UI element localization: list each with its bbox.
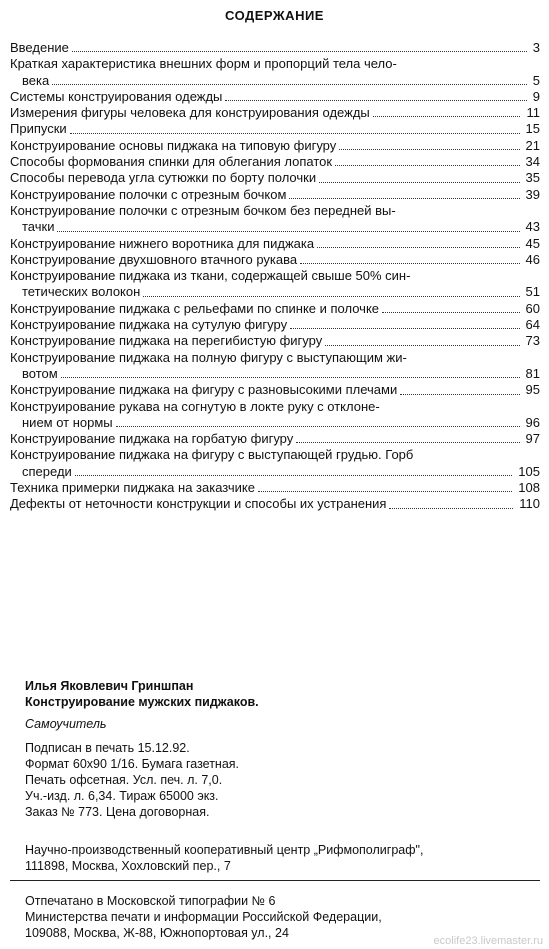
dot-leader <box>52 84 527 85</box>
toc-entry-text: Конструирование основы пиджака на типовую фигуру <box>10 137 337 153</box>
toc-entry-text: Системы конструирования одежды <box>10 88 223 104</box>
book-title: Конструирование мужских пиджаков. <box>25 695 259 709</box>
toc-entry <box>10 170 540 186</box>
toc-entry <box>10 73 540 89</box>
toc-entry <box>10 40 540 56</box>
toc-page-number: 5 <box>532 72 540 88</box>
toc-entry-text: Конструирование пиджака из ткани, содержащей свыше 50% син- <box>10 268 411 284</box>
toc-entry <box>10 317 540 333</box>
dot-leader <box>258 491 512 492</box>
toc-entry-text: Конструирование полочки с отрезным бочком без передней вы- <box>10 202 396 218</box>
toc-entry <box>10 154 540 170</box>
toc-page-number: 96 <box>525 414 540 430</box>
toc-entry <box>10 56 540 72</box>
toc-entry-text: Техника примерки пиджака на заказчике <box>10 480 255 496</box>
toc-entry <box>10 399 540 415</box>
imprint-spec-line: Заказ № 773. Цена договорная. <box>25 805 210 819</box>
dot-leader <box>61 377 520 378</box>
toc-entry <box>10 284 540 300</box>
toc-page-number: 35 <box>525 170 540 186</box>
toc-entry <box>10 203 540 219</box>
toc-entry <box>10 187 540 203</box>
toc-entry <box>10 121 540 137</box>
toc-title: СОДЕРЖАНИЕ <box>225 8 324 23</box>
toc-page-number: 95 <box>525 382 540 398</box>
dot-leader <box>373 116 520 117</box>
author-name: Илья Яковлевич Гриншпан <box>25 679 194 693</box>
toc-entry-text: Введение <box>10 40 69 55</box>
dot-leader <box>225 100 527 101</box>
toc-entry-text: века <box>22 72 50 88</box>
toc-page-number: 60 <box>525 300 540 316</box>
dot-leader <box>70 133 520 134</box>
toc-entry <box>10 480 540 496</box>
toc-page-number: 11 <box>526 105 540 121</box>
toc-entry-text: вотом <box>22 365 58 381</box>
toc-entry-text: Конструирование пиджака на фигуру с выступающей грудью. Горб <box>10 447 414 463</box>
dot-leader <box>296 442 520 443</box>
toc-entry-text: Конструирование пиджака с рельефами по спинке и полочке <box>10 300 380 316</box>
toc-page-number: 39 <box>525 186 540 202</box>
toc-entry <box>10 431 540 447</box>
toc-entry-text: тачки <box>22 219 55 235</box>
toc-entry-text: нием от нормы <box>22 414 113 430</box>
toc-page-number: 43 <box>525 219 540 235</box>
toc-page-number: 34 <box>525 154 540 170</box>
toc-entry <box>10 105 540 121</box>
toc-page-number: 97 <box>525 431 540 447</box>
toc-entry-text: Конструирование пиджака на горбатую фигуру <box>10 431 294 447</box>
toc-entry <box>10 219 540 235</box>
toc-entry <box>10 138 540 154</box>
printer-line: 109088, Москва, Ж-88, Южнопортовая ул., 24 <box>25 926 289 940</box>
toc-entry-text: Конструирование пиджака на сутулую фигуру <box>10 317 288 333</box>
dot-leader <box>75 475 512 476</box>
dot-leader <box>400 394 520 395</box>
toc-entry <box>10 496 540 512</box>
toc-entry <box>10 268 540 284</box>
dot-leader <box>382 312 520 313</box>
toc-page-number: 108 <box>518 480 540 496</box>
toc-page-number: 45 <box>525 235 540 251</box>
toc-entry-text: Конструирование пиджака на фигуру с разновысокими плечами <box>10 382 398 398</box>
toc-page-number: 9 <box>532 88 540 104</box>
toc-entry <box>10 89 540 105</box>
toc-entry-text: Способы формования спинки для облегания лопаток <box>10 154 333 170</box>
toc-entry-text: Способы перевода угла сутюжки по борту полочки <box>10 170 317 186</box>
dot-leader <box>116 426 520 427</box>
dot-leader <box>289 198 520 199</box>
dot-leader <box>57 231 520 232</box>
dot-leader <box>389 508 513 509</box>
toc-entry <box>10 236 540 252</box>
imprint-spec-line: Формат 60х90 1/16. Бумага газетная. <box>25 757 240 771</box>
dot-leader <box>335 165 520 166</box>
toc-entry-text: Конструирование двухшовного втачного рукава <box>10 251 298 267</box>
dot-leader <box>317 247 520 248</box>
publisher-line: 111898, Москва, Хохловский пер., 7 <box>25 859 231 873</box>
toc-entry <box>10 382 540 398</box>
printer-line: Отпечатано в Московской типографии № 6 <box>25 894 276 908</box>
toc-entry <box>10 301 540 317</box>
dot-leader <box>143 296 520 297</box>
toc-entry-text: Конструирование пиджака на полную фигуру с выступающим жи- <box>10 349 407 365</box>
toc-entry-text: Припуски <box>10 121 67 137</box>
toc-page-number: 51 <box>525 284 540 300</box>
toc-page-number: 21 <box>525 137 540 153</box>
toc-page-number: 15 <box>525 121 540 137</box>
toc-entry-text: Краткая характеристика внешних форм и пропорций тела чело- <box>10 56 397 72</box>
toc-entry <box>10 350 540 366</box>
dot-leader <box>325 345 520 346</box>
publisher-line: Научно-производственный кооперативный центр „Рифмополиграф", <box>25 843 424 857</box>
toc-entry-text: Конструирование нижнего воротника для пиджака <box>10 235 315 251</box>
toc-entry-text: тетических волокон <box>22 284 141 300</box>
toc-page-number: 64 <box>525 317 540 333</box>
toc-entry <box>10 333 540 349</box>
toc-entry-text: Измерения фигуры человека для конструирования одежды <box>10 105 370 121</box>
toc-entry-text: спереди <box>22 463 72 479</box>
toc-entry <box>10 447 540 463</box>
dot-leader <box>339 149 520 150</box>
toc-entry <box>10 415 540 431</box>
imprint-spec-line: Уч.-изд. л. 6,34. Тираж 65000 экз. <box>25 789 219 803</box>
toc-entry <box>10 252 540 268</box>
dot-leader <box>72 51 527 52</box>
divider <box>10 880 540 881</box>
imprint-spec-line: Печать офсетная. Усл. печ. л. 7,0. <box>25 773 223 787</box>
dot-leader <box>319 182 520 183</box>
toc-page-number: 105 <box>518 463 540 479</box>
toc-entry-text: Конструирование рукава на согнутую в локте руку с отклоне- <box>10 398 380 414</box>
toc-entry-text: Конструирование полочки с отрезным бочком <box>10 186 287 202</box>
watermark: ecolife23.livemaster.ru <box>433 935 543 947</box>
book-genre: Самоучитель <box>25 717 107 731</box>
toc-page-number: 110 <box>519 496 540 512</box>
toc-entry <box>10 464 540 480</box>
toc-entry-text: Дефекты от неточности конструкции и способы их устранения <box>10 496 387 512</box>
printer-line: Министерства печати и информации Российской Федерации, <box>25 910 382 924</box>
dot-leader <box>290 328 520 329</box>
imprint-spec-line: Подписан в печать 15.12.92. <box>25 741 190 755</box>
toc-page-number: 81 <box>525 365 540 381</box>
dot-leader <box>300 263 520 264</box>
toc-entry <box>10 366 540 382</box>
toc-page-number: 3 <box>532 40 540 55</box>
table-of-contents <box>10 40 540 513</box>
toc-page-number: 46 <box>525 251 540 267</box>
toc-entry-text: Конструирование пиджака на перегибистую фигуру <box>10 333 323 349</box>
toc-page-number: 73 <box>525 333 540 349</box>
